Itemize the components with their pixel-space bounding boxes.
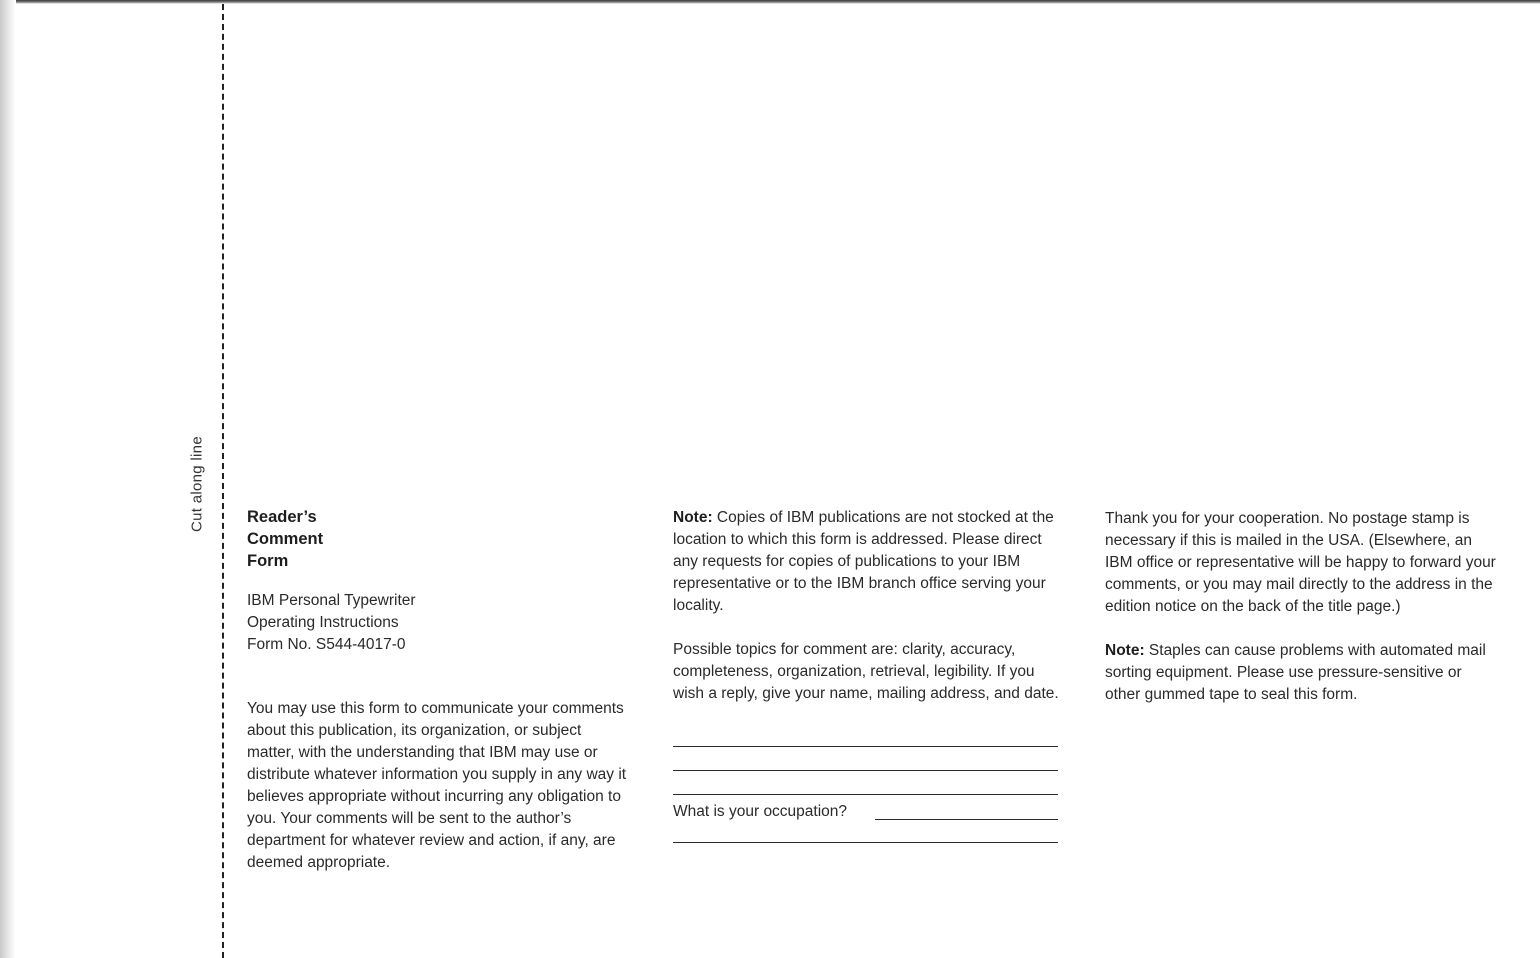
form-info-column (247, 506, 632, 874)
comment-instructions-column (673, 507, 1061, 705)
comment-line[interactable] (673, 746, 1058, 747)
form-title-line: Form (247, 552, 289, 570)
publication-subtitle: Operating Instructions (247, 614, 399, 631)
intro-paragraph: You may use this form to communicate your comments about this publication, its organization, or subject matter, with the understanding that IBM may use or distribute whatever information you supply in any way it believes appropriate without incurring any obligation to you. Your comments will be sent to the author’s department for whatever review and action, if any, are deemed appropriate. (247, 700, 627, 871)
page-top-edge (0, 0, 1540, 4)
form-title-line: Reader’s (247, 508, 317, 526)
occupation-answer-line[interactable] (875, 819, 1058, 820)
note-label: Note: (1105, 642, 1145, 659)
comment-line[interactable] (673, 770, 1058, 771)
comment-line[interactable] (673, 842, 1058, 843)
thanks-paragraph: Thank you for your cooperation. No postage stamp is necessary if this is mailed in the USA. (Elsewhere, an IBM office or representative will be happy to forward your comments, or you may mail directly to the address in the edition notice on the back of the title page.) (1105, 510, 1496, 615)
form-number: Form No. S544-4017-0 (247, 636, 406, 653)
topics-paragraph: Possible topics for comment are: clarity, accuracy, completeness, organization, retrieval, legibility. If you wish a reply, give your name, mailing address, and date. (673, 641, 1059, 702)
cut-along-dashed-line (222, 4, 224, 958)
comment-line[interactable] (673, 794, 1058, 795)
page-binding-edge (0, 0, 16, 958)
copies-note-paragraph (673, 507, 1061, 617)
publication-info (247, 590, 632, 656)
cut-along-line-label: Cut along line (188, 436, 206, 532)
form-title-line: Comment (247, 530, 324, 548)
publication-name: IBM Personal Typewriter (247, 592, 416, 609)
staples-note-text: Staples can cause problems with automated mail sorting equipment. Please use pressure-sensitive or other gummed tape to seal this form. (1105, 642, 1486, 703)
note-label: Note: (673, 509, 713, 526)
mailing-info-column (1105, 508, 1497, 706)
copies-note-text: Copies of IBM publications are not stocked at the location to which this form is addressed. Please direct any requests for copies of publications to your IBM representative or to the IBM branch office serving your locality. (673, 509, 1054, 614)
occupation-label: What is your occupation? (673, 803, 848, 820)
staples-note-paragraph (1105, 640, 1497, 706)
form-title (247, 506, 632, 572)
